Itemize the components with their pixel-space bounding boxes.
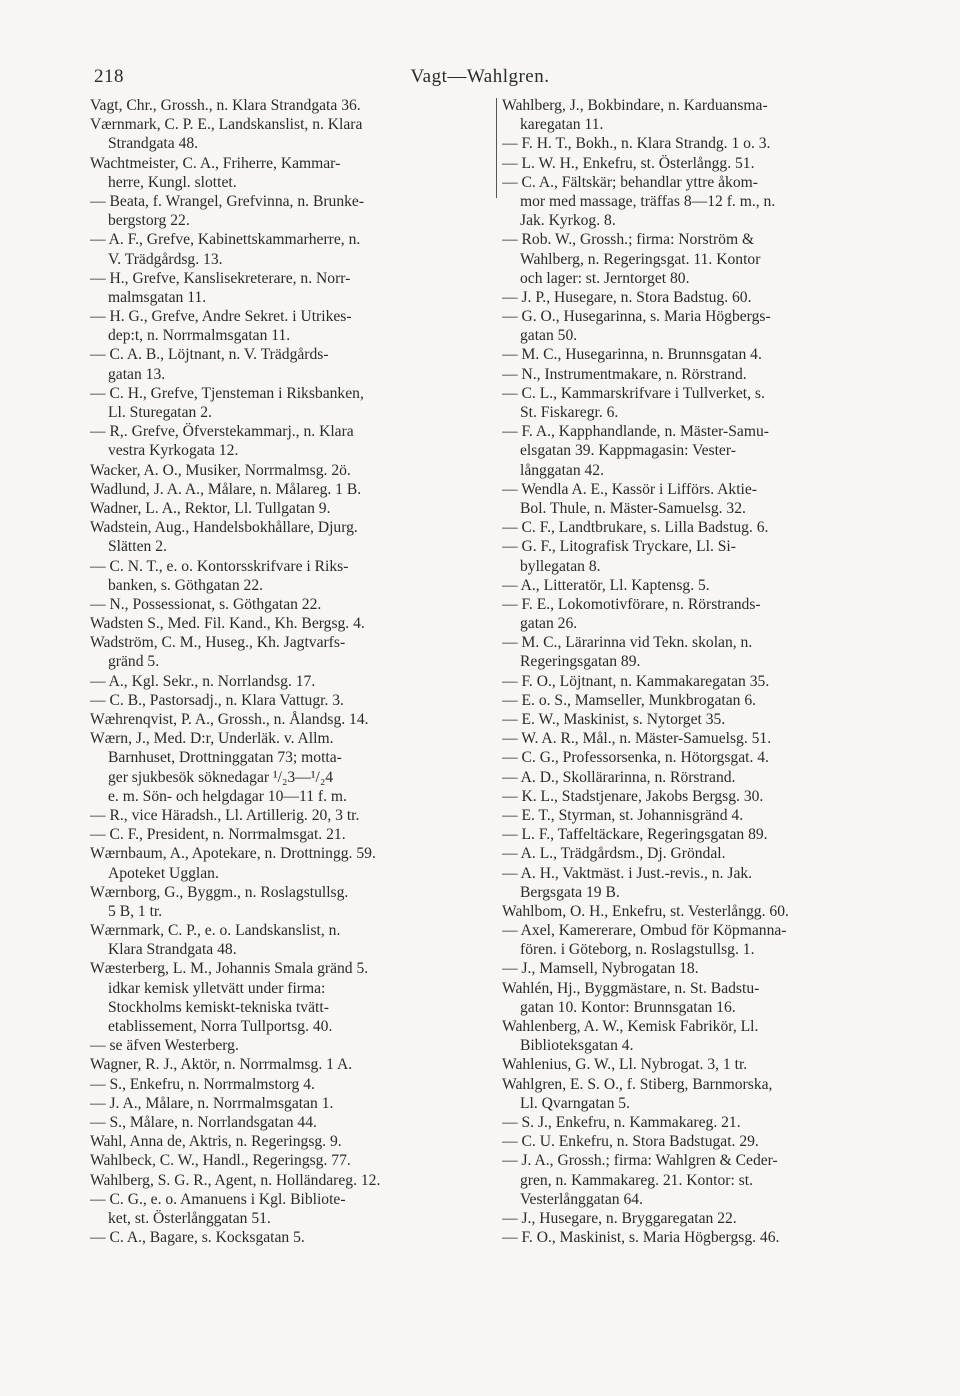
- directory-entry-line: Wahlbeck, C. W., Handl., Regeringsg. 77.: [90, 1152, 351, 1170]
- directory-entry-line: St. Fiskaregr. 6.: [520, 404, 619, 421]
- directory-entry-line: gren, n. Kammakareg. 21. Kontor: st.: [520, 1171, 753, 1189]
- directory-entry-line: ket, st. Österlånggatan 51.: [108, 1209, 271, 1227]
- directory-entry-line: — E. o. S., Mamseller, Munkbrogatan 6.: [502, 691, 757, 709]
- directory-entry-line: ger sjukbesök söknedagar ¹/₂3—¹/₂4: [108, 768, 334, 786]
- directory-entry-line: — J. P., Husegare, n. Stora Badstug. 60.: [502, 288, 752, 306]
- directory-entry-line: — R,. Grefve, Öfverstekammarj., n. Klara: [90, 423, 354, 441]
- directory-entry-line: Wahlberg, J., Bokbindare, n. Karduansma-: [502, 97, 768, 114]
- directory-entry-line: Wahlberg, n. Regeringsgat. 11. Kontor: [520, 250, 761, 268]
- directory-entry-line: gatan 13.: [108, 365, 166, 383]
- directory-entry-line: e. m. Sön- och helgdagar 10—11 f. m.: [108, 787, 347, 805]
- directory-entry-line: elsgatan 39. Kappmagasin: Vester-: [520, 442, 736, 460]
- directory-entry-line: — F. E., Lokomotivförare, n. Rörstrands-: [502, 595, 761, 613]
- directory-entry-line: Wahlbom, O. H., Enkefru, st. Vesterlångg. 60.: [502, 902, 789, 920]
- directory-entry-line: — S., Enkefru, n. Norrmalmstorg 4.: [90, 1075, 315, 1093]
- directory-entry-line: Wahl, Anna de, Aktris, n. Regeringsg. 9.: [90, 1133, 342, 1151]
- directory-entry-line: — A., Litteratör, Ll. Kaptensg. 5.: [502, 576, 710, 594]
- directory-entry-line: — C. G., e. o. Amanuens i Kgl. Bibliote-: [90, 1190, 346, 1208]
- directory-entry-line: Strandgata 48.: [108, 135, 199, 153]
- directory-entry-line: gränd 5.: [108, 653, 160, 671]
- directory-entry-line: — L. W. H., Enkefru, st. Österlångg. 51.: [502, 154, 755, 172]
- directory-entry-line: — F. H. T., Bokh., n. Klara Strandg. 1 o. 3.: [502, 135, 771, 153]
- directory-entry-line: — C. F., Landtbrukare, s. Lilla Badstug. 6.: [502, 519, 769, 537]
- directory-entry-line: mor med massage, träffas 8—12 f. m., n.: [520, 192, 776, 210]
- directory-entry-line: — M. C., Husegarinna, n. Brunnsgatan 4.: [502, 346, 762, 364]
- directory-entry-line: byllegatan 8.: [520, 557, 601, 575]
- directory-entry-line: gatan 26.: [520, 615, 578, 633]
- directory-entry-line: Wahlenius, G. W., Ll. Nybrogat. 3, 1 tr.: [502, 1056, 748, 1074]
- directory-entry-line: malmsgatan 11.: [108, 288, 207, 306]
- directory-entry-line: Wagner, R. J., Aktör, n. Norrmalmsg. 1 A.: [90, 1056, 353, 1074]
- directory-entry-line: Wæsterberg, L. M., Johannis Smala gränd 5.: [90, 960, 369, 978]
- directory-entry-line: Stockholms kemiskt-tekniska tvätt-: [108, 998, 329, 1016]
- directory-entry-line: — W. A. R., Mål., n. Mäster-Samuelsg. 51.: [502, 730, 772, 748]
- directory-entry-line: Vesterlånggatan 64.: [520, 1190, 643, 1208]
- directory-entry-line: — F. A., Kapphandlande, n. Mäster-Samu-: [502, 423, 769, 441]
- directory-entry-line: Wadsten S., Med. Fil. Kand., Kh. Bergsg. 4.: [90, 615, 365, 633]
- directory-entry-line: — A. D., Skollärarinna, n. Rörstrand.: [502, 768, 736, 786]
- directory-entry-line: — C. A., Fältskär; behandlar yttre åkom-: [502, 173, 758, 191]
- directory-entry-line: Wahlén, Hj., Byggmästare, n. St. Badstu-: [502, 979, 760, 997]
- page-number: 218: [94, 66, 124, 87]
- directory-entry-line: — A. L., Trädgårdsm., Dj. Gröndal.: [502, 845, 726, 863]
- directory-entry-line: — J. A., Målare, n. Norrmalmsgatan 1.: [90, 1094, 334, 1112]
- directory-entry-line: fören. i Göteborg, n. Roslagstullsg. 1.: [520, 941, 755, 959]
- right-column: [502, 96, 910, 1247]
- directory-entry-line: — Axel, Kamererare, Ombud för Köpmanna-: [502, 922, 787, 940]
- directory-entry-line: karegatan 11.: [520, 116, 604, 134]
- directory-entry-line: — E. W., Maskinist, s. Nytorget 35.: [502, 711, 726, 728]
- directory-entry-line: — A. H., Vaktmäst. i Just.-revis., n. Jak.: [502, 864, 753, 882]
- directory-entry-line: — A., Kgl. Sekr., n. Norrlandsg. 17.: [90, 672, 316, 690]
- directory-entry-line: Wadstein, Aug., Handelsbokhållare, Djurg.: [90, 519, 358, 537]
- directory-entry-line: Wærn, J., Med. D:r, Underläk. v. Allm.: [90, 730, 334, 748]
- directory-entry-line: Wæhrenqvist, P. A., Grossh., n. Ålandsg. 14.: [90, 711, 369, 728]
- directory-entry-line: långgatan 42.: [520, 461, 605, 479]
- directory-entry-line: — N., Possessionat, s. Göthgatan 22.: [90, 595, 322, 613]
- directory-entry-line: — Rob. W., Grossh.; firma: Norström &: [502, 231, 755, 249]
- directory-entry-line: V. Trädgårdsg. 13.: [108, 250, 223, 268]
- directory-entry-line: — F. O., Maskinist, s. Maria Högbergsg. 46.: [502, 1229, 780, 1247]
- directory-entry-line: banken, s. Göthgatan 22.: [108, 576, 264, 594]
- directory-entry-line: — E. T., Styrman, st. Johannisgränd 4.: [502, 806, 744, 824]
- directory-entry-line: Wachtmeister, C. A., Friherre, Kammar-: [90, 154, 341, 172]
- directory-entry-line: — C. G., Professorsenka, n. Hötorgsgat. 4.: [502, 749, 769, 767]
- directory-entry-line: — S. J., Enkefru, n. Kammakareg. 21.: [502, 1113, 741, 1131]
- directory-entry-line: Biblioteksgatan 4.: [520, 1037, 634, 1055]
- directory-entry-line: Wahlgren, E. S. O., f. Stiberg, Barnmorska,: [502, 1075, 773, 1093]
- directory-entry-line: — Beata, f. Wrangel, Grefvinna, n. Brunke-: [90, 192, 365, 210]
- directory-entry-line: — C. A. B., Löjtnant, n. V. Trädgårds-: [90, 346, 329, 364]
- directory-entry-line: och lager: st. Jerntorget 80.: [520, 269, 690, 287]
- directory-entry-line: gatan 10. Kontor: Brunnsgatan 16.: [520, 998, 736, 1016]
- directory-entry-line: Ll. Sturegatan 2.: [108, 404, 212, 421]
- directory-entry-line: Regeringsgatan 89.: [520, 653, 641, 671]
- directory-entry-line: — C. A., Bagare, s. Kocksgatan 5.: [90, 1229, 305, 1247]
- directory-entry-line: Bol. Thule, n. Mäster-Samuelsg. 32.: [520, 499, 746, 517]
- running-head: Vagt—Wahlgren.: [410, 66, 550, 87]
- directory-entry-line: Slätten 2.: [108, 538, 167, 556]
- directory-entry-line: Wadlund, J. A. A., Målare, n. Målareg. 1 B.: [90, 480, 362, 498]
- directory-entry-line: gatan 50.: [520, 327, 578, 345]
- directory-entry-line: Vagt, Chr., Grossh., n. Klara Strandgata 36.: [90, 97, 361, 114]
- directory-entry-line: — M. C., Lärarinna vid Tekn. skolan, n.: [502, 634, 753, 652]
- directory-entry-line: Apoteket Ugglan.: [108, 864, 219, 882]
- directory-entry-line: etablissement, Norra Tullportsg. 40.: [108, 1018, 333, 1035]
- directory-entry-line: — F. O., Löjtnant, n. Kammakaregatan 35.: [502, 672, 770, 690]
- directory-entry-line: — C. L., Kammarskrifvare i Tullverket, s.: [502, 384, 765, 402]
- directory-entry-line: — se äfven Westerberg.: [90, 1037, 239, 1055]
- directory-entry-line: — J., Mamsell, Nybrogatan 18.: [502, 960, 699, 978]
- left-column: [90, 96, 492, 1247]
- directory-entry-line: Klara Strandgata 48.: [108, 941, 237, 959]
- directory-entry-line: — C. B., Pastorsadj., n. Klara Vattugr. 3.: [90, 691, 344, 709]
- directory-entry-line: herre, Kungl. slottet.: [108, 173, 237, 191]
- directory-entry-line: — G. O., Husegarinna, s. Maria Högbergs-: [502, 308, 771, 326]
- page-header: [0, 66, 960, 92]
- directory-entry-line: Wadner, L. A., Rektor, Ll. Tullgatan 9.: [90, 499, 331, 517]
- directory-entry-line: — G. F., Litografisk Tryckare, Ll. Si-: [502, 538, 736, 556]
- directory-entry-line: — Wendla A. E., Kassör i Lifförs. Aktie-: [502, 480, 757, 498]
- directory-entry-line: — A. F., Grefve, Kabinettskammarherre, n.: [90, 231, 361, 249]
- directory-entry-line: — C. N. T., e. o. Kontorsskrifvare i Riks-: [90, 557, 349, 575]
- directory-entry-line: Wacker, A. O., Musiker, Norrmalmsg. 2ö.: [90, 461, 351, 479]
- directory-entry-line: Wadström, C. M., Huseg., Kh. Jagtvarfs-: [90, 634, 346, 652]
- directory-entry-line: idkar kemisk ylletvätt under firma:: [108, 979, 326, 997]
- directory-entry-line: — L. F., Taffeltäckare, Regeringsgatan 89.: [502, 826, 768, 844]
- directory-entry-line: Barnhuset, Drottninggatan 73; motta-: [108, 749, 342, 767]
- directory-entry-line: Wærnborg, G., Byggm., n. Roslagstullsg.: [90, 883, 349, 901]
- column-divider: [496, 98, 497, 198]
- directory-entry-line: Wahlenberg, A. W., Kemisk Fabrikör, Ll.: [502, 1018, 759, 1035]
- directory-entry-line: — C. F., President, n. Norrmalmsgat. 21.: [90, 826, 346, 844]
- directory-entry-line: — C. H., Grefve, Tjensteman i Riksbanken,: [90, 384, 364, 402]
- directory-entry-line: Wahlberg, S. G. R., Agent, n. Holländareg. 12.: [90, 1171, 381, 1189]
- directory-entry-line: vestra Kyrkogata 12.: [108, 442, 239, 460]
- directory-entry-line: — C. U. Enkefru, n. Stora Badstugat. 29.: [502, 1133, 759, 1151]
- directory-entry-line: dep:t, n. Norrmalmsgatan 11.: [108, 327, 291, 345]
- directory-entry-line: — N., Instrumentmakare, n. Rörstrand.: [502, 365, 747, 383]
- directory-entry-line: — J. A., Grossh.; firma: Wahlgren & Ceder-: [502, 1152, 778, 1170]
- directory-entry-line: Bergsgata 19 B.: [520, 883, 620, 901]
- directory-entry-line: Værnmark, C. P. E., Landskanslist, n. Klara: [90, 116, 363, 134]
- directory-entry-line: — J., Husegare, n. Bryggaregatan 22.: [502, 1209, 737, 1227]
- directory-entry-line: — H. G., Grefve, Andre Sekret. i Utrikes-: [90, 308, 352, 326]
- directory-entry-line: — R., vice Häradsh., Ll. Artillerig. 20, 3 tr.: [90, 806, 360, 824]
- directory-entry-line: — H., Grefve, Kanslisekreterare, n. Norr-: [90, 269, 351, 287]
- directory-entry-line: — S., Målare, n. Norrlandsgatan 44.: [90, 1113, 317, 1131]
- directory-entry-line: — K. L., Stadstjenare, Jakobs Bergsg. 30.: [502, 787, 764, 805]
- directory-entry-line: Wærnmark, C. P., e. o. Landskanslist, n.: [90, 922, 341, 940]
- directory-entry-line: Jak. Kyrkog. 8.: [520, 212, 616, 230]
- directory-entry-line: bergstorg 22.: [108, 212, 190, 230]
- directory-entry-line: 5 B, 1 tr.: [108, 902, 163, 920]
- directory-entry-line: Ll. Qvarngatan 5.: [520, 1094, 630, 1112]
- directory-entry-line: Wærnbaum, A., Apotekare, n. Drottningg. 59.: [90, 845, 376, 863]
